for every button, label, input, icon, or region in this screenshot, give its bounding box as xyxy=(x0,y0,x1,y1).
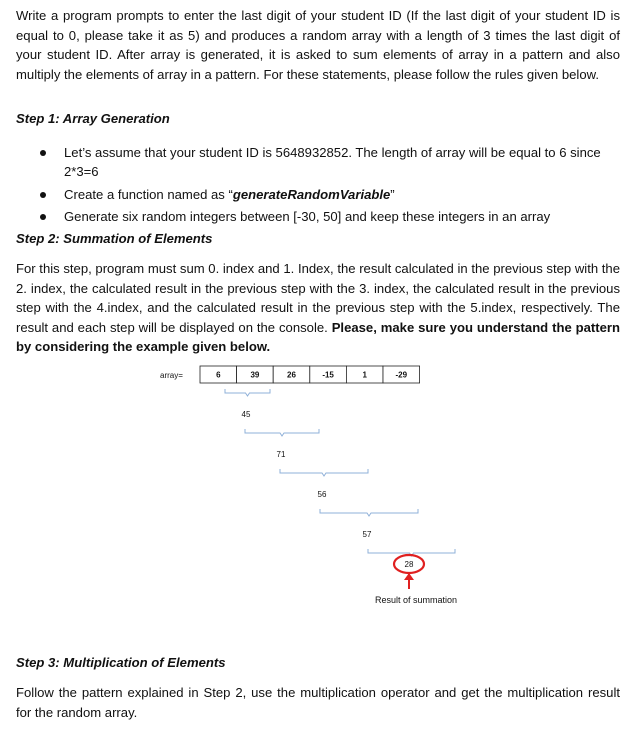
bullet-item xyxy=(36,143,616,181)
bullet-text-suffix: ” xyxy=(390,187,395,203)
array-cell-value: -15 xyxy=(322,370,334,380)
sum-bracket xyxy=(245,429,319,436)
step1-bullet-list xyxy=(36,143,616,226)
array-label: array= xyxy=(160,371,183,380)
array-cell-value: 39 xyxy=(250,370,260,380)
function-name: generateRandomVariable xyxy=(232,187,391,203)
sum-bracket xyxy=(280,469,368,476)
step3-paragraph: Follow the pattern explained in Step 2, use the multiplication operator and get the multiplication result for the random array. xyxy=(16,685,620,720)
step1-heading: Step 1: Array Generation xyxy=(16,111,170,126)
bullet-text-prefix: Create a function named as “ xyxy=(64,187,233,203)
array-cell-value: 6 xyxy=(216,370,221,380)
array-cell-value: -29 xyxy=(395,370,408,380)
bullet-item xyxy=(36,185,616,204)
array-cells xyxy=(200,366,420,383)
sum-brackets xyxy=(225,389,455,556)
bullet-text: Let’s assume that your student ID is 5648932852. The length of array will be equal to 6 since 2*3=6 xyxy=(64,145,601,180)
bullet-item xyxy=(36,207,616,226)
partial-sum-value: 56 xyxy=(317,490,327,499)
result-arrow-icon xyxy=(404,573,414,580)
summation-diagram xyxy=(0,360,643,610)
bullet-text: Generate six random integers between [-30, 50] and keep these integers in an array xyxy=(64,208,551,224)
array-cell-value: 1 xyxy=(362,370,367,380)
result-label: Result of summation xyxy=(375,595,458,605)
sum-bracket xyxy=(320,509,418,516)
step2-body: For this step, program must sum 0. index and 1. Index, the result calculated in the previous step with the 2. index, the calculated result in the previous step with the 3. index, the calculated result in the previous step with the 4.index, and the calculated result in the previous step with the 5.index, respectively. The result and each step will be displayed on the console. xyxy=(16,261,620,335)
sum-bracket xyxy=(225,389,270,396)
step2-heading: Step 2: Summation of Elements xyxy=(16,231,213,246)
partial-sum-value: 57 xyxy=(362,530,372,539)
intro-paragraph: Write a program prompts to enter the last digit of your student ID (If the last digit of your student ID is equal to 0, please take it as 5) and produces a random array with a length of 3 times the last digit of your student ID. After array is generated, it is asked to sum elements of array in a pattern and also multiply the elements of array in a pattern. For these statements, please follow the rules given below. xyxy=(16,8,620,82)
partial-sums xyxy=(242,410,414,569)
step2-paragraph xyxy=(16,259,620,357)
partial-sum-value: 71 xyxy=(276,450,286,459)
step3-heading: Step 3: Multiplication of Elements xyxy=(16,655,226,670)
step2-emphasis: Please, make sure you understand the pattern by considering the example given below. xyxy=(16,319,621,355)
partial-sum-value: 45 xyxy=(241,410,251,419)
partial-sum-value: 28 xyxy=(404,560,414,569)
array-cell-value: 26 xyxy=(287,370,296,380)
